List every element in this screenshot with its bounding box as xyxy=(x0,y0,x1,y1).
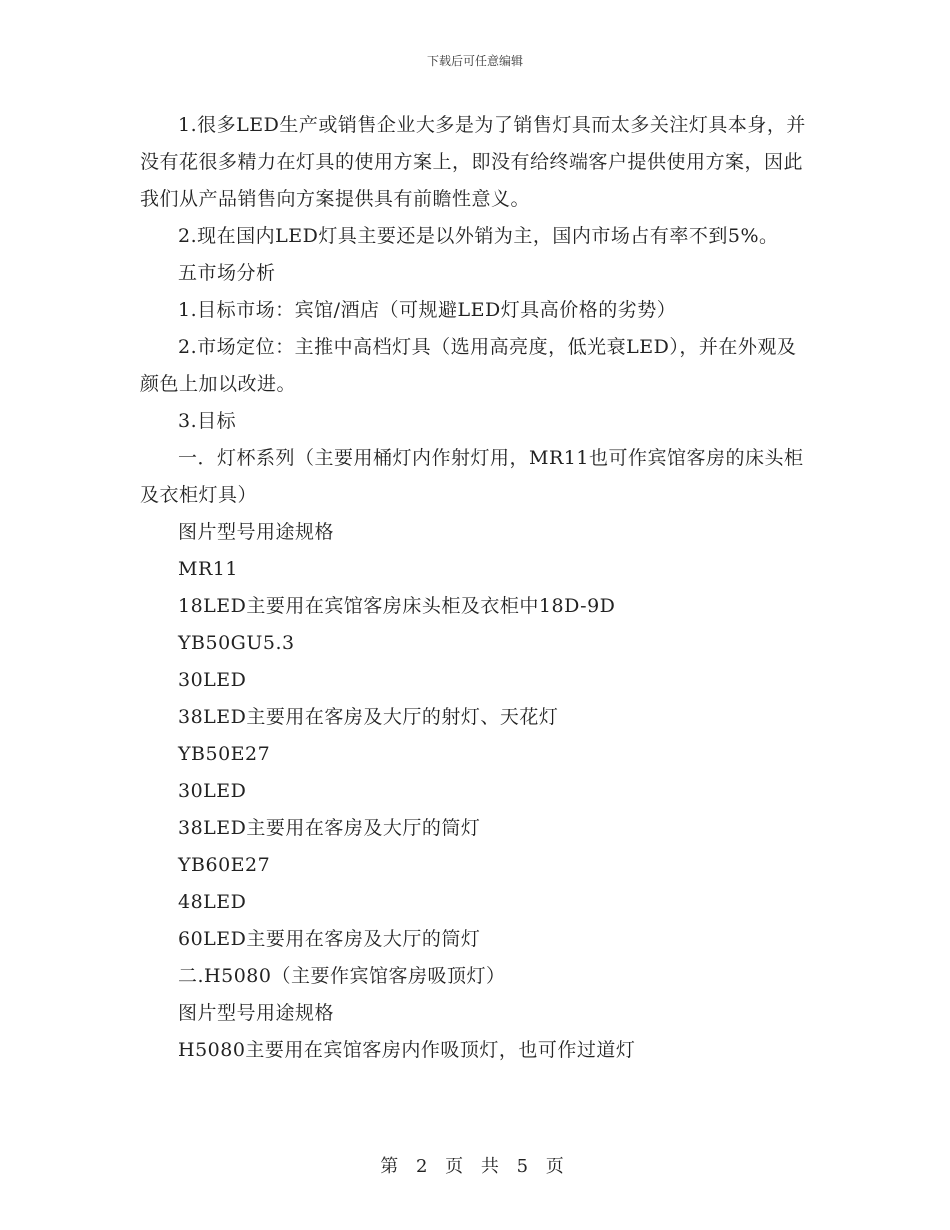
page-footer: 第 2 页 共 5 页 xyxy=(380,1156,570,1177)
page-header: 下载后可任意编辑 xyxy=(426,54,523,68)
paragraph-lamp-cup-series: 一．灯杯系列（主要用桶灯内作射灯用，MR11也可作宾馆客房的床头柜及衣柜灯具） xyxy=(140,447,804,506)
paragraph-goal: 3.目标 xyxy=(178,410,237,432)
list-item: 38LED主要用在客房及大厅的射灯、天花灯 xyxy=(178,706,559,728)
list-item: 30LED xyxy=(178,669,247,691)
list-item: 38LED主要用在客房及大厅的筒灯 xyxy=(178,817,481,839)
paragraph-target-market: 1.目标市场：宾馆/酒店（可规避LED灯具高价格的劣势） xyxy=(178,299,677,321)
list-item: MR11 xyxy=(178,558,238,580)
paragraph-2: 2.现在国内LED灯具主要还是以外销为主，国内市场占有率不到5%。 xyxy=(178,225,779,247)
list-item: H5080主要用在宾馆客房内作吸顶灯，也可作过道灯 xyxy=(178,1039,636,1061)
list-item: 48LED xyxy=(178,891,247,913)
list-item: 60LED主要用在客房及大厅的筒灯 xyxy=(178,928,481,950)
list-item: YB50GU5.3 xyxy=(178,632,295,654)
table-header-row: 图片型号用途规格 xyxy=(178,521,335,543)
list-item: YB60E27 xyxy=(178,854,271,876)
section-heading-market-analysis: 五市场分析 xyxy=(178,262,276,284)
list-item: YB50E27 xyxy=(178,743,271,765)
paragraph-1: 1.很多LED生产或销售企业大多是为了销售灯具而太多关注灯具本身，并没有花很多精力在灯具的使用方案上，即没有给终端客户提供使用方案，因此我们从产品销售向方案提供具有前瞻性意义。 xyxy=(140,114,806,210)
list-item: 30LED xyxy=(178,780,247,802)
paragraph-h5080-series: 二.H5080（主要作宾馆客房吸顶灯） xyxy=(178,965,506,987)
paragraph-market-position: 2.市场定位：主推中高档灯具（选用高亮度，低光衰LED），并在外观及颜色上加以改进。 xyxy=(140,336,797,395)
list-item: 18LED主要用在宾馆客房床头柜及衣柜中18D-9D xyxy=(178,595,616,617)
table-header-row: 图片型号用途规格 xyxy=(178,1002,335,1024)
document-body xyxy=(140,107,812,1069)
